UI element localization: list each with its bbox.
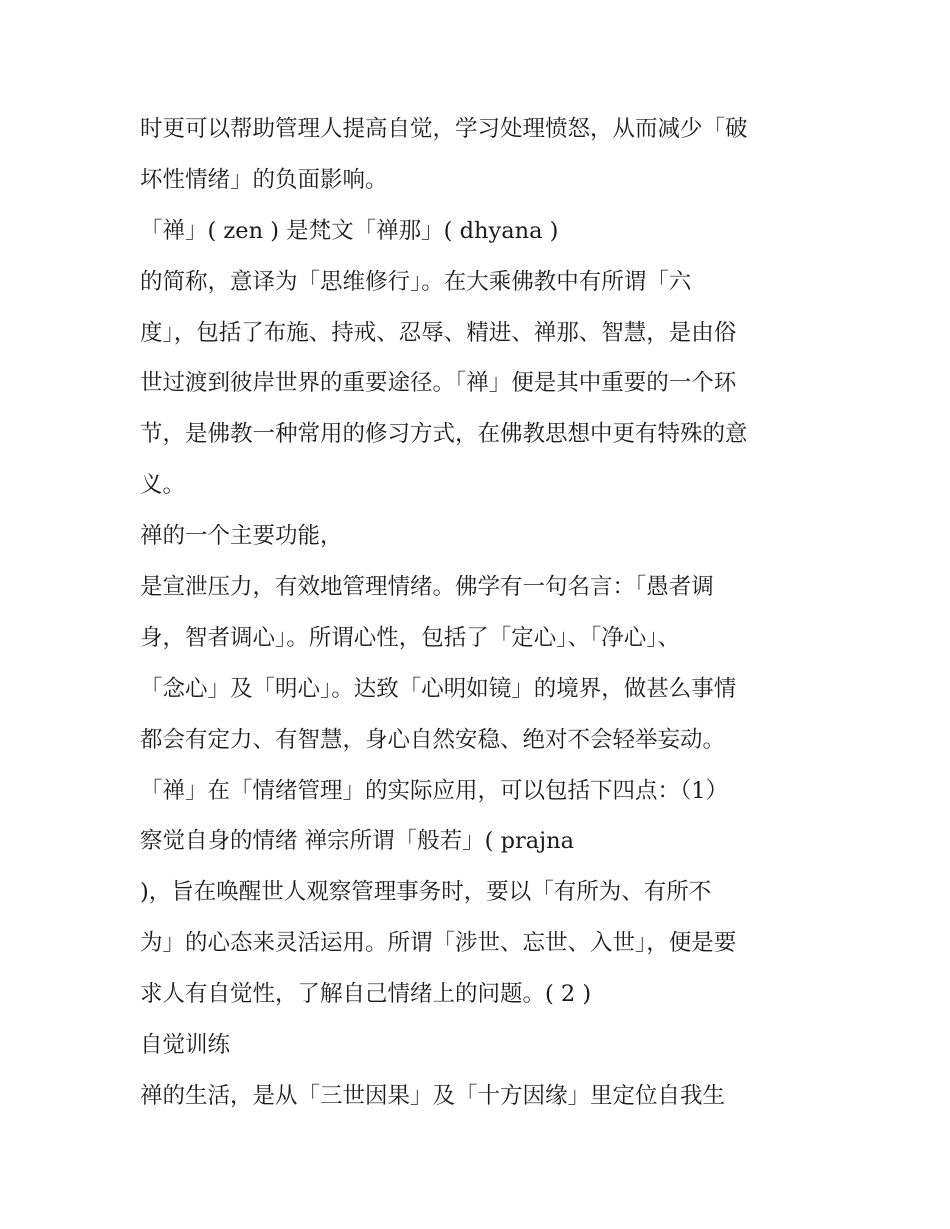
text-line: 「念心」及「明心」。达致「心明如镜」的境界，做甚么事情: [140, 675, 737, 702]
text-line: )，旨在唤醒世人观察管理事务时，要以「有所为、有所不: [140, 879, 712, 906]
text-line: 坏性情绪」的负面影响。: [140, 166, 388, 193]
text-line: 是宣泄压力，有效地管理情绪。佛学有一句名言：「愚者调: [140, 574, 714, 601]
text-line: 义。: [140, 472, 186, 499]
text-line: 「禅」( zen ) 是梵文「禅那」( dhyana ): [140, 217, 559, 244]
text-line: 时更可以帮助管理人提高自觉，学习处理愤怒，从而减少「破: [140, 116, 748, 142]
text-line: 世过渡到彼岸世界的重要途径。「禅」便是其中重要的一个环: [140, 370, 737, 397]
body-text: [140, 104, 830, 1122]
text-line: 都会有定力、有智慧，身心自然安稳、绝对不会轻举妄动。: [140, 726, 726, 753]
text-line: 的简称，意译为「思维修行」。在大乘佛教中有所谓「六: [140, 268, 692, 295]
text-line: 「禅」在「情绪管理」的实际应用，可以包括下四点：（1）: [140, 777, 729, 804]
text-line: 求人有自觉性，了解自己情绪上的问题。( 2 ): [140, 981, 592, 1008]
text-line: 身，智者调心」。所谓心性，包括了「定心」、「净心」、: [140, 624, 681, 651]
text-line: 度」，包括了布施、持戒、忍辱、精进、禅那、智慧，是由俗: [140, 319, 737, 346]
text-line: 禅的生活，是从「三世因果」及「十方因缘」里定位自我生: [140, 1082, 726, 1109]
text-line: 禅的一个主要功能，: [140, 523, 343, 550]
text-line: 为」的心态来灵活运用。所谓「涉世、忘世、入世」，便是要: [140, 930, 737, 957]
text-line: 自觉训练: [140, 1032, 231, 1059]
text-line: 察觉自身的情绪 禅宗所谓「般若」( prajna: [140, 828, 575, 855]
text-line: 节，是佛教一种常用的修习方式，在佛教思想中更有特殊的意: [140, 421, 748, 448]
